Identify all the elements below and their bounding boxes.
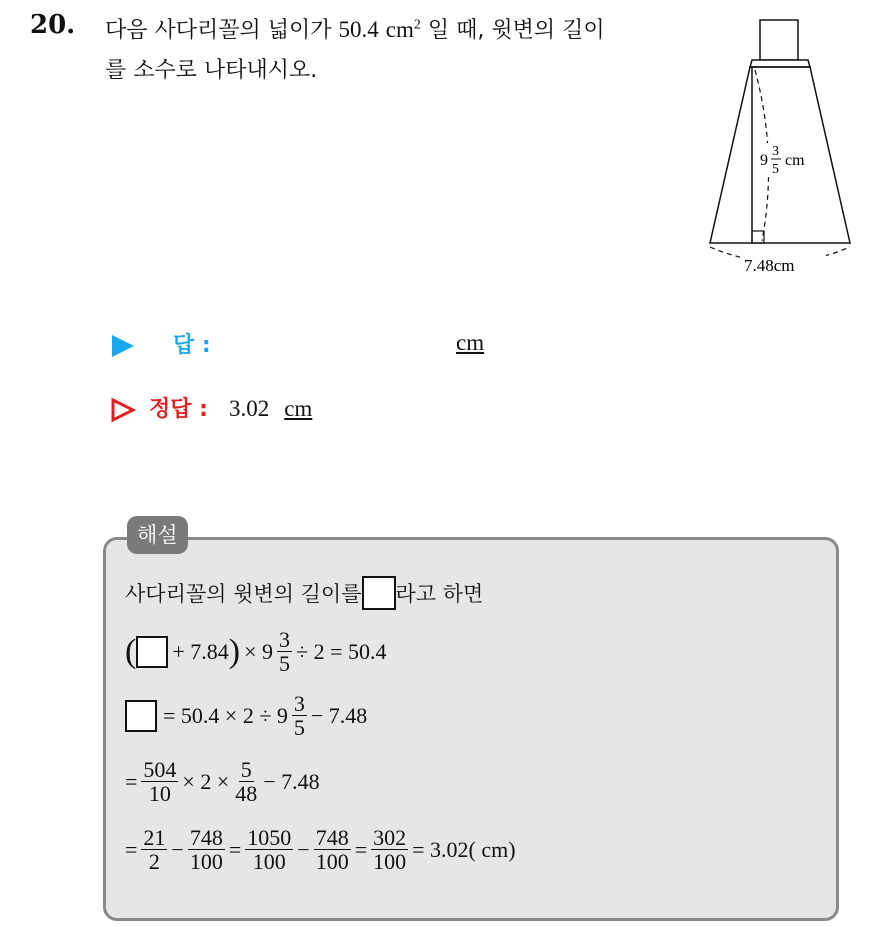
base-label: 7.48cm	[744, 256, 795, 275]
question-line-1	[105, 13, 605, 44]
frac-num: 504	[143, 757, 177, 782]
explanation-tag: 해설	[127, 516, 188, 554]
top-square	[760, 20, 798, 60]
fraction	[314, 826, 351, 873]
fraction	[188, 826, 225, 873]
frac-num: 21	[143, 825, 166, 850]
right-angle-mark	[752, 231, 764, 243]
frac-den: 5	[279, 651, 290, 677]
explanation-line-2	[125, 628, 386, 675]
question-number: 20.	[30, 10, 76, 40]
exp-l4-mid: × 2 ×	[182, 768, 230, 794]
explanation-line-5	[125, 826, 516, 873]
exp-l5-op: =	[228, 836, 242, 862]
question-text-pre: 다음 사다리꼴의 넓이가	[105, 18, 339, 43]
frac-den: 5	[293, 715, 305, 741]
explanation-line-1	[125, 576, 483, 610]
frac-num: 302	[373, 825, 407, 850]
correct-value: 3.02	[228, 396, 270, 421]
outline-arrow-icon	[110, 397, 136, 423]
exp-l4-rest: − 7.48	[263, 768, 320, 794]
height-unit: cm	[785, 152, 805, 169]
open-paren: (	[125, 632, 137, 670]
close-paren: )	[228, 632, 241, 670]
answer-input[interactable]	[456, 330, 484, 356]
exp-l5-op: −	[297, 836, 310, 862]
area-unit: cm	[385, 17, 414, 42]
exp-l2-rest: ÷ 2 = 50.4	[296, 638, 387, 664]
frac-num: 748	[189, 825, 223, 850]
frac-num: 3	[293, 691, 305, 716]
exp-line1-post: 라고 하면	[395, 582, 484, 606]
top-cap	[750, 60, 810, 67]
trapezoid-figure	[700, 15, 870, 285]
area-value: 50.4	[338, 17, 379, 42]
explanation-line-3	[125, 692, 367, 739]
correct-answer-row	[110, 392, 312, 423]
frac-num: 5	[240, 757, 252, 782]
height-den: 5	[772, 162, 779, 177]
exp-l3-rest: − 7.48	[310, 702, 368, 728]
fraction	[141, 826, 167, 873]
exp-l5-rest: = 3.02( cm)	[412, 836, 516, 862]
exp-l5-op: =	[354, 836, 368, 862]
frac-den: 10	[148, 781, 171, 807]
frac-num: 748	[315, 825, 349, 850]
area-exponent: 2	[413, 17, 421, 33]
frac-num: 1050	[247, 825, 292, 850]
height-num: 3	[772, 144, 779, 159]
play-arrow-icon	[110, 333, 136, 359]
height-whole: 9	[760, 152, 768, 169]
fraction	[371, 826, 408, 873]
exp-line1-pre: 사다리꼴의 윗변의 길이를	[125, 582, 362, 606]
answer-label: 답 :	[173, 333, 211, 358]
exp-l5-op: −	[171, 836, 184, 862]
fraction	[233, 758, 259, 805]
frac-den: 100	[373, 849, 407, 875]
fraction	[141, 758, 178, 805]
blank-box	[362, 576, 396, 610]
frac-den: 2	[148, 849, 160, 875]
exp-l2-times: × 9	[244, 638, 273, 664]
correct-label: 정답 :	[149, 397, 208, 422]
frac-den: 100	[189, 849, 223, 875]
answer-unit: cm	[456, 330, 485, 355]
answer-row	[110, 328, 211, 359]
exp-l3-eq: = 50.4 × 2 ÷ 9	[163, 702, 288, 728]
mixed-fraction	[292, 692, 307, 739]
exp-l4-eq: =	[125, 768, 138, 794]
blank-box	[136, 636, 168, 668]
exp-l2-plus: + 7.84	[172, 638, 229, 664]
mixed-fraction	[277, 628, 292, 675]
blank-box	[125, 700, 157, 732]
fraction	[245, 826, 293, 873]
explanation-line-4	[125, 758, 320, 805]
frac-den: 100	[252, 849, 286, 875]
frac-num: 3	[279, 627, 290, 652]
exp-l5-eq: =	[125, 836, 138, 862]
question-line-2: 를 소수로 나타내시오.	[105, 58, 318, 83]
frac-den: 48	[235, 781, 258, 807]
correct-unit: cm	[284, 396, 313, 421]
frac-den: 100	[315, 849, 349, 875]
question-text-post: 일 때, 윗변의 길이	[420, 18, 605, 43]
